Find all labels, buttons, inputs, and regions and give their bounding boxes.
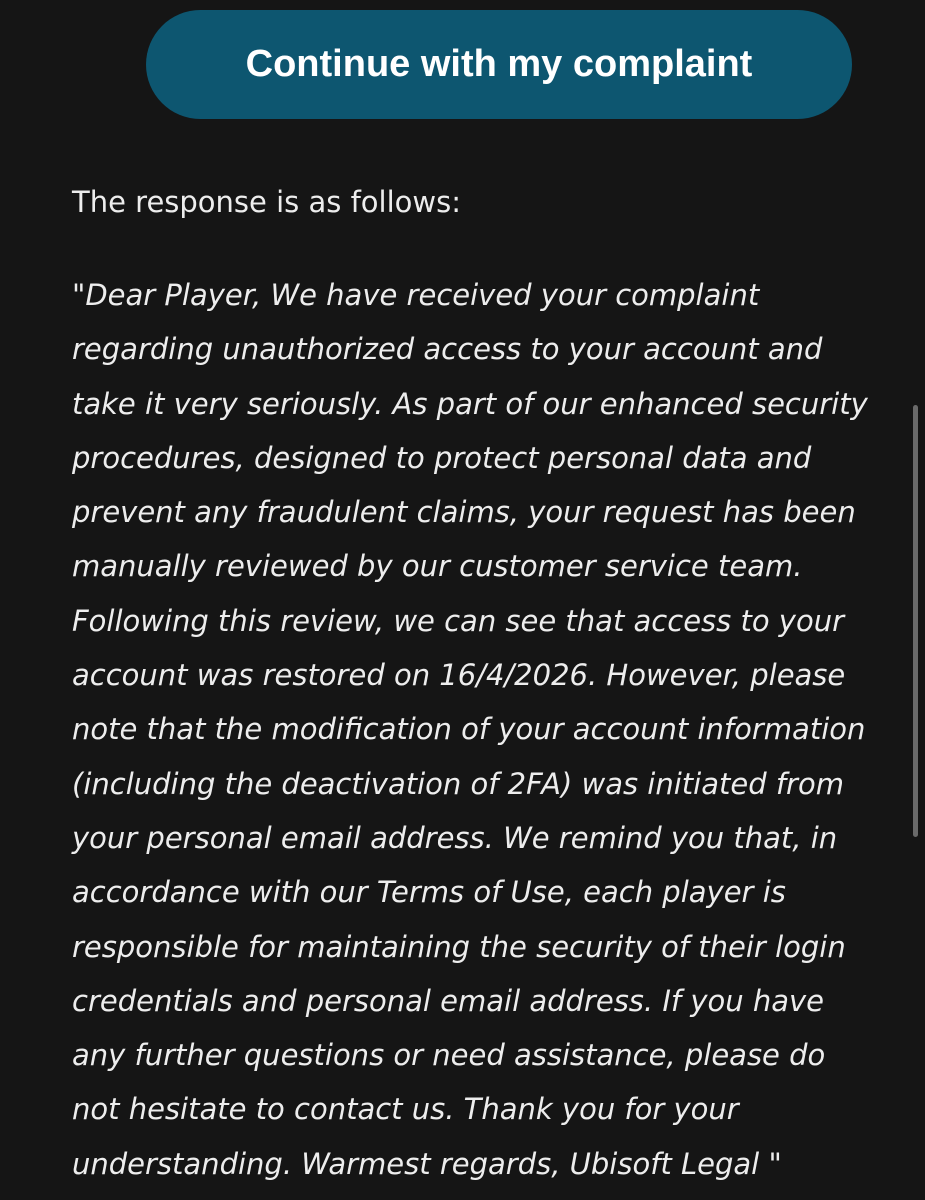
response-message xyxy=(72,268,912,1191)
response-line: not hesitate to contact us. Thank you for your xyxy=(72,1092,739,1127)
response-line: your personal email address. We remind you that, in xyxy=(72,820,838,855)
response-intro: The response is as follows: xyxy=(72,185,461,219)
response-line: regarding unauthorized access to your account and xyxy=(72,332,823,367)
response-line: credentials and personal email address. If you have xyxy=(72,983,824,1018)
response-line: note that the modification of your account information xyxy=(72,712,866,747)
response-line: (including the deactivation of 2FA) was initiated from xyxy=(72,766,844,801)
response-line: understanding. Warmest regards, Ubisoft Legal " xyxy=(72,1146,782,1181)
response-line: procedures, designed to protect personal data and xyxy=(72,440,812,475)
response-line: responsible for maintaining the security of their login xyxy=(72,929,846,964)
response-line: accordance with our Terms of Use, each player is xyxy=(72,875,786,910)
continue-complaint-button[interactable]: Continue with my complaint xyxy=(146,10,852,119)
response-line: "Dear Player, We have received your complaint xyxy=(72,278,760,312)
response-line: account was restored on 16/4/2026. However, please xyxy=(72,658,846,693)
scrollbar-thumb[interactable] xyxy=(913,405,918,837)
response-line: any further questions or need assistance, please do xyxy=(72,1038,826,1073)
response-line: Following this review, we can see that access to your xyxy=(72,603,845,638)
response-line: take it very seriously. As part of our enhanced security xyxy=(72,386,868,421)
response-line: manually reviewed by our customer service team. xyxy=(72,549,803,584)
response-line: prevent any fraudulent claims, your request has been xyxy=(72,495,856,530)
